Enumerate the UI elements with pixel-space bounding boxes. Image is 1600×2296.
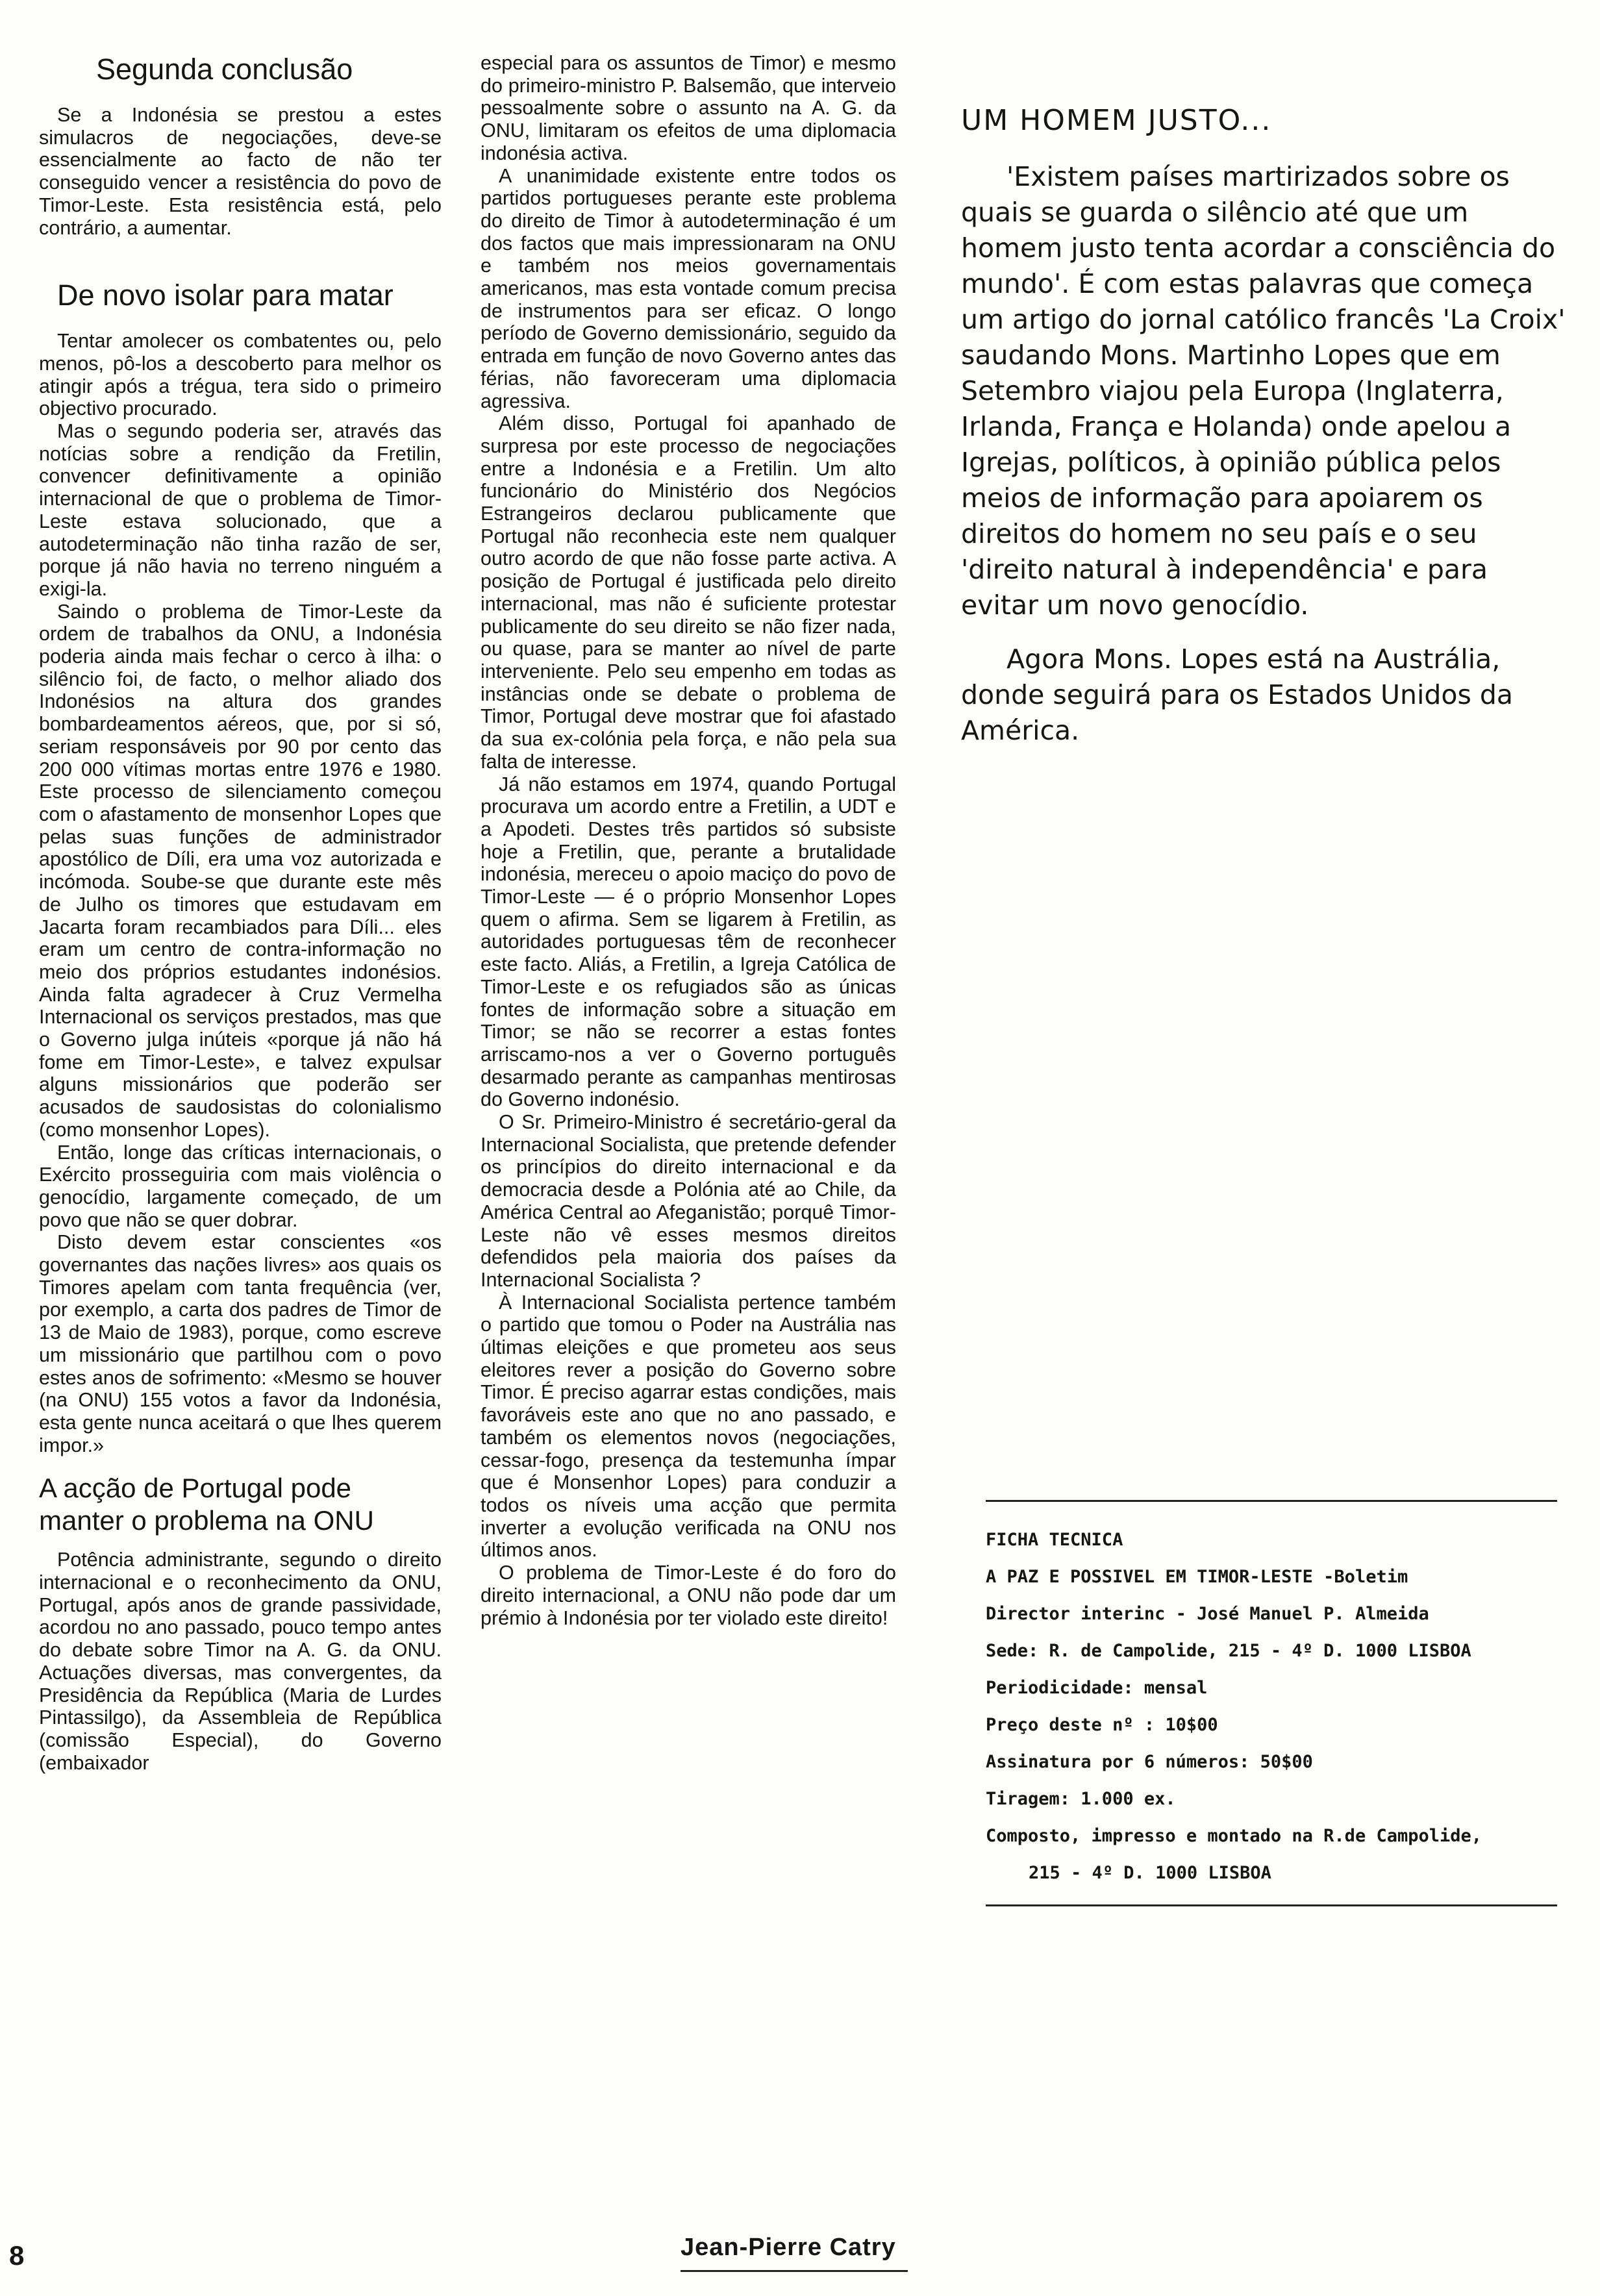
paragraph: Potência administrante, segundo o direito internacional e o reconhecimento da ONU, Portugal, após anos de grande passividade, acordou no ano passado, pouco tempo antes do debate sobre Timor na A. G. da ONU. Actuações diversas, mas convergentes, da Presidência da República (Maria de Lurdes Pintassilgo), da Assembleia de República (comissão Especial), do Governo (embaixador <box>39 1549 442 1774</box>
ficha-line: Director interinc - José Manuel P. Almeida <box>986 1604 1429 1624</box>
heading-segunda-conclusao: Segunda conclusão <box>96 53 353 86</box>
paragraph: 'Existem países martirizados sobre os quais se guarda o silêncio até que um homem justo tenta acordar a consciência do mundo'. É com estas palavras que começa um artigo do jornal católico francês 'La Croix' saudando Mons. Martinho Lopes que em Setembro viajou pela Europa (Inglaterra, Irlanda, França e Holanda) onde apelou a Igrejas, políticos, à opinião pública pelos meios de informação para apoiarem os direitos do homem no seu país e o seu 'direito natural à independência' e para evitar um novo genocídio. <box>961 161 1566 621</box>
paragraph: Agora Mons. Lopes está na Austrália, donde seguirá para os Estados Unidos da América. <box>961 643 1514 746</box>
paragraph: Então, longe das críticas internacionais, o Exército prosseguiria com mais violência o genocídio, largamente começado, de um povo que não se quer dobrar. <box>39 1141 442 1231</box>
paragraph: Se a Indonésia se prestou a estes simulacros de negociações, deve-se essencialmente ao facto de não ter conseguido vencer a resistência do povo de Timor-Leste. Esta resistência está, pelo contrário, a aumentar. <box>39 104 442 239</box>
author-signature: Jean-Pierre Catry <box>681 2234 896 2261</box>
paragraph: À Internacional Socialista pertence também o partido que tomou o Poder na Austrália nas últimas eleições e que prometeu aos seus eleitores rever a posição do Governo sobre Timor. É preciso agarrar estas condições, mais favoráveis este ano que no ano passado, e também os elementos novos (negociações, cessar-fogo, presença da testemunha ímpar que é Monsenhor Lopes) para conduzir a todos os níveis uma acção que permita inverter a evolução verificada na ONU nos últimos anos. <box>481 1291 896 1562</box>
page-number: 8 <box>9 2240 25 2271</box>
heading-accao-de-portugal: A acção de Portugal pode manter o problema na ONU <box>39 1473 374 1536</box>
ficha-line: A PAZ E POSSIVEL EM TIMOR-LESTE -Boletim <box>986 1567 1408 1587</box>
paragraph: O Sr. Primeiro-Ministro é secretário-geral da Internacional Socialista, que pretende defender os princípios do direito internacional e da democracia desde a Polónia até ao Chile, da América Central ao Afeganistão; porquê Timor-Leste não vê esses mesmos direitos defendidos pela maioria dos países da Internacional Socialista ? <box>481 1111 896 1291</box>
column-2 <box>481 52 896 1629</box>
paragraph: Mas o segundo poderia ser, através das notícias sobre a rendição da Fretilin, convencer definitivamente a opinião internacional de que o problema de Timor-Leste estava solucionado, que a autodeterminação não tinha razão de ser, porque já não havia no terreno ninguém a exigi-la. <box>39 420 442 600</box>
ficha-line: FICHA TECNICA <box>986 1530 1123 1550</box>
paragraph: Além disso, Portugal foi apanhado de surpresa por este processo de negociações entre a Indonésia e a Fretilin. Um alto funcionário do Ministério dos Negócios Estrangeiros declarou publicamente que Portugal não reconhecia este nem qualquer outro acordo de que não fosse parte activa. A posição de Portugal é justificada pelo direito internacional, mas não é suficiente protestar publicamente do seu direito se não fizer nada, ou quase, para se manter ao nível de parte interveniente. Pelo seu empenho em todas as instâncias onde se debate o problema de Timor, Portugal deve mostrar que foi afastado da sua ex-colónia pela força, e não pela sua falta de interesse. <box>481 412 896 773</box>
paragraph: O problema de Timor-Leste é do foro do direito internacional, a ONU não pode dar um prémio à Indonésia por ter violado este direito! <box>481 1562 896 1629</box>
section-2-text <box>39 330 442 1456</box>
paragraph: Tentar amolecer os combatentes ou, pelo menos, pô-los a descoberto para melhor os atingir após a trégua, tera sido o primeiro objectivo procurado. <box>39 330 442 420</box>
ficha-line: Preço deste nº : 10$00 <box>986 1715 1218 1735</box>
ficha-line: Sede: R. de Campolide, 215 - 4º D. 1000 LISBOA <box>986 1641 1471 1661</box>
column-1 <box>39 52 442 1774</box>
column-3-um-homem-justo <box>961 104 1571 749</box>
paragraph: Disto devem estar conscientes «os governantes das nações livres» aos quais os Timores apelam com tanta frequência (ver, por exemplo, a carta dos padres de Timor de 13 de Maio de 1983), porque, como escreve um missionário que partilhou com o povo estes anos de sofrimento: «Mesmo se houver (na ONU) 155 votos a favor da Indonésia, esta gente nunca aceitará o que lhes querem impor.» <box>39 1231 442 1456</box>
ficha-line: Periodicidade: mensal <box>986 1678 1208 1698</box>
ficha-line: 215 - 4º D. 1000 LISBOA <box>1029 1863 1271 1883</box>
paragraph: A unanimidade existente entre todos os partidos portugueses perante este problema do direito de Timor à autodeterminação é um dos factos que mais impressionaram na ONU e também nos meios governamentais americanos, mas esta vontade comum precisa de instrumentos para ser eficaz. O longo período de Governo demissionário, seguido da entrada em função de novo Governo antes das férias, não favoreceram uma diplomacia agressiva. <box>481 164 896 412</box>
divider <box>681 2270 908 2272</box>
ficha-tecnica <box>986 1500 1570 1906</box>
ficha-line: Assinatura por 6 números: 50$00 <box>986 1752 1313 1772</box>
ficha-line: Composto, impresso e montado na R.de Campolide, <box>986 1826 1482 1846</box>
ficha-line: Tiragem: 1.000 ex. <box>986 1789 1176 1809</box>
paragraph: especial para os assuntos de Timor) e mesmo do primeiro-ministro P. Balsemão, que interveio pessoalmente sobre o assunto na A. G. da ONU, limitaram os efeitos de uma diplomacia indonésia activa. <box>481 52 896 164</box>
paragraph: Saindo o problema de Timor-Leste da ordem de trabalhos da ONU, a Indonésia poderia ainda mais fechar o cerco à ilha: o silêncio foi, de facto, o melhor aliado dos Indonésios na altura dos grandes bombardeamentos aéreos, que, por si só, seriam responsáveis por 90 por cento das 200 000 vítimas mortas entre 1976 e 1980. Este processo de silenciamento começou com o afastamento de monsenhor Lopes que pelas suas funções de administrador apostólico de Díli, era uma voz autorizada e incómoda. Soube-se que durante este mês de Julho os timores que estudavam em Jacarta foram recambiados para Díli... eles eram um centro de contra-informação no meio dos próprios estudantes indonésios. Ainda falta agradecer à Cruz Vermelha Internacional os serviços prestados, mas que o Governo julga inúteis «porque já não há fome em Timor-Leste», e talvez expulsar alguns missionários que poderão ser acusados de saudosistas do colonialismo (como monsenhor Lopes). <box>39 600 442 1141</box>
heading-um-homem-justo: UM HOMEM JUSTO... <box>961 104 1272 137</box>
divider <box>986 1904 1557 1906</box>
divider <box>986 1500 1557 1502</box>
section-3-text <box>39 1549 442 1774</box>
section-1-text <box>39 104 442 239</box>
heading-de-novo-isolar: De novo isolar para matar <box>57 279 394 312</box>
paragraph: Já não estamos em 1974, quando Portugal procurava um acordo entre a Fretilin, a UDT e a Apodeti. Destes três partidos só subsiste hoje a Fretilin, que, perante a brutalidade indonésia, mereceu o apoio maciço do povo de Timor-Leste — é o próprio Monsenhor Lopes quem o afirma. Sem se ligarem à Fretilin, as autoridades portuguesas têm de reconhecer este facto. Aliás, a Fretilin, a Igreja Católica de Timor-Leste e os refugiados são as únicas fontes de informação sobre a situação em Timor; se não se recorrer a estas fontes arriscamo-nos a ver o Governo português desarmado perante as campanhas mentirosas do Governo indonésio. <box>481 773 896 1111</box>
